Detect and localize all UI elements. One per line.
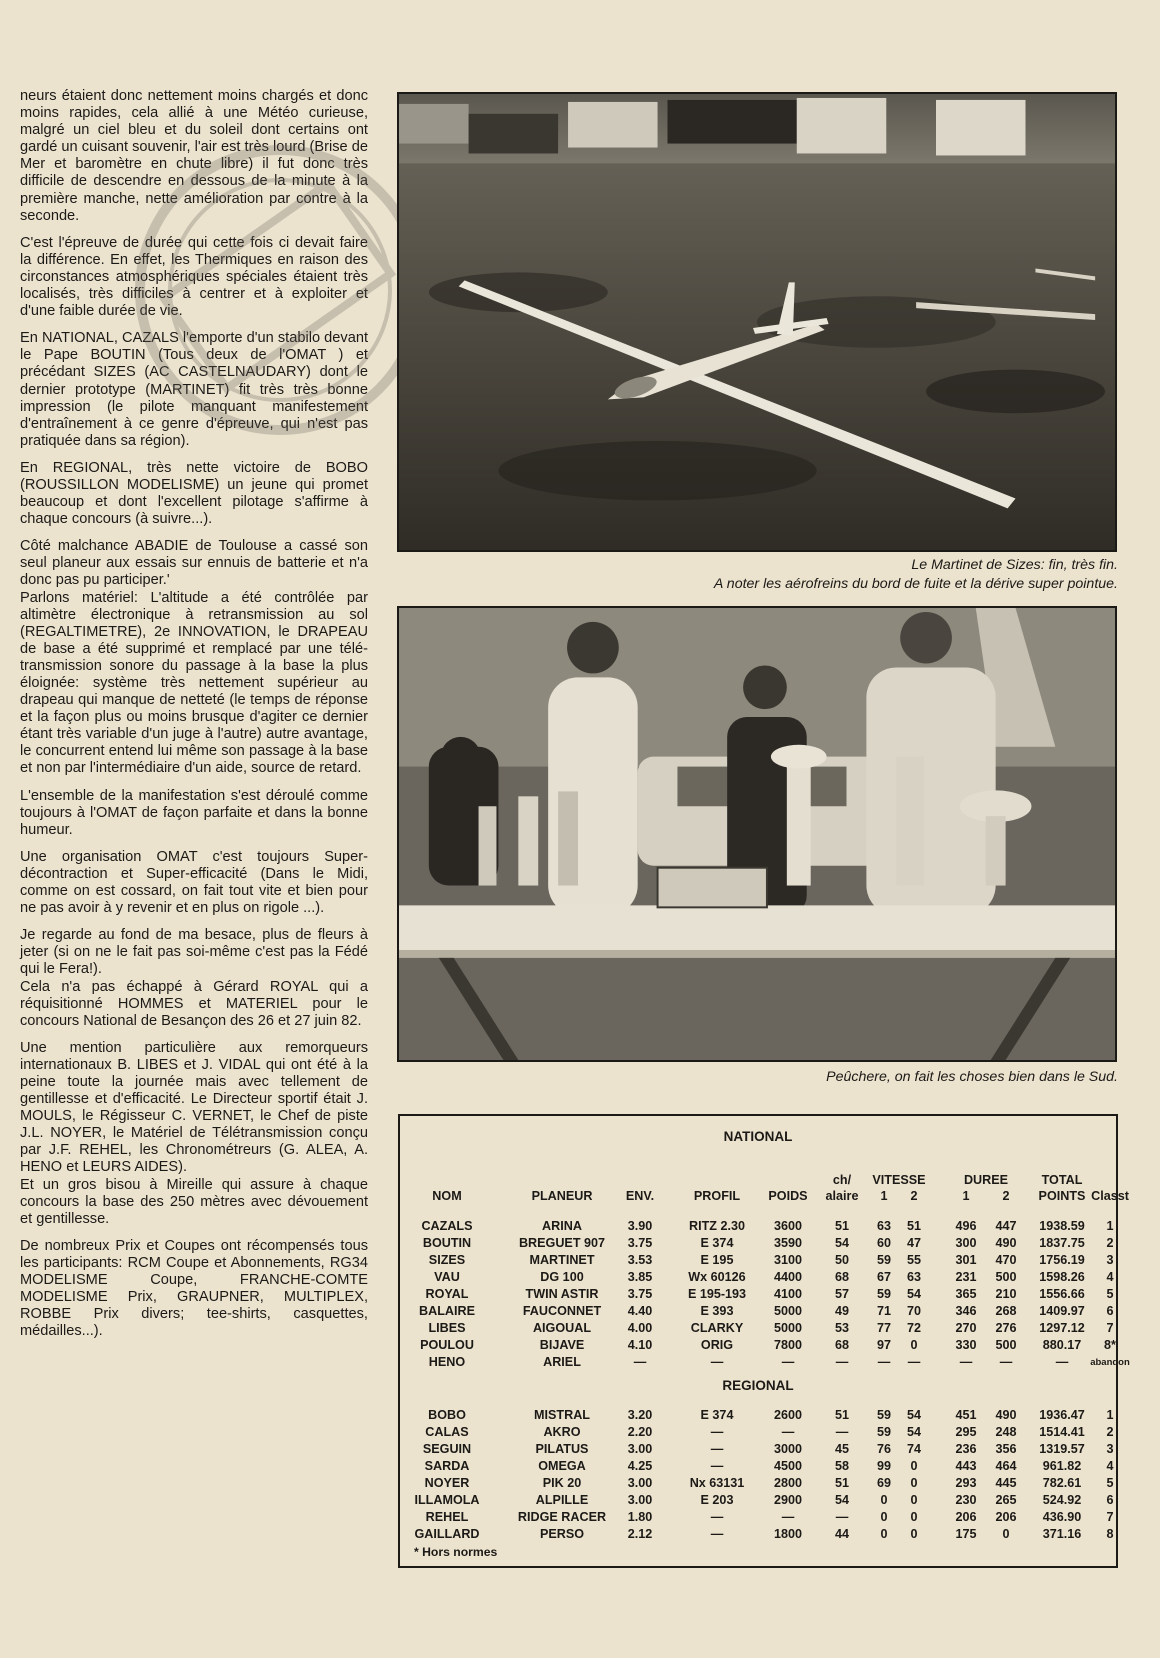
cell-v1: 76 <box>876 1442 891 1456</box>
header-poids: POIDS <box>768 1189 808 1203</box>
cell-classt: 6 <box>1106 1493 1114 1507</box>
cell-planeur: AKRO <box>543 1425 581 1439</box>
cell-v2: 0 <box>910 1476 918 1490</box>
cell-total: 1756.19 <box>1039 1253 1085 1267</box>
cell-poids: 5000 <box>773 1321 803 1335</box>
cell-d1: 496 <box>955 1219 977 1233</box>
cell-d2: 206 <box>995 1510 1017 1524</box>
cell-classt: 3 <box>1106 1442 1114 1456</box>
cell-v2: 0 <box>910 1527 918 1541</box>
cell-classt: abandon <box>1090 1357 1130 1368</box>
article-paragraph: C'est l'épreuve de durée qui cette fois ci devait faire la différence. En effet, les Thermiques en raison des circonstances atmosphériques spéciales étaient très localisés, très difficiles à centrer et à exploiter et d'une faible durée de vie. <box>20 234 368 320</box>
cell-poids: 3000 <box>773 1442 803 1456</box>
cell-ch: 44 <box>834 1527 849 1541</box>
cell-ch: 50 <box>834 1253 849 1267</box>
cell-env: 3.00 <box>627 1493 653 1507</box>
cell-planeur: BIJAVE <box>539 1338 585 1352</box>
cell-d1: 346 <box>955 1304 977 1318</box>
header-v1: 1 <box>880 1189 888 1203</box>
cell-d2: 268 <box>995 1304 1017 1318</box>
results-header <box>400 1150 1129 1206</box>
cell-classt: 6 <box>1106 1304 1114 1318</box>
cell-d2: 464 <box>995 1459 1017 1473</box>
cell-d2: 210 <box>995 1287 1017 1301</box>
article-paragraph: Une mention particulière aux remorqueurs internationaux B. LIBES et J. VIDAL qui ont été à la peine toute la journée mais avec tellement de gentillesse et d'efficacité. Le Directeur sportif était J. MOULS, le Régisseur C. VERNET, le Chef de piste J.L. NOYER, le Matériel de Télétransmission conçu par J.F. REHEL, les Chronométreurs (G. ALEA, A. HENO et LEURS AIDES). <box>20 1039 368 1176</box>
cell-d1: 231 <box>955 1270 977 1284</box>
cell-env: 3.75 <box>627 1236 653 1250</box>
header-vitesse: VITESSE <box>872 1173 926 1187</box>
cell-nom: BOBO <box>428 1408 466 1422</box>
cell-ch: 51 <box>834 1476 849 1490</box>
cell-nom: SIZES <box>428 1253 466 1267</box>
header-total: TOTAL <box>1041 1173 1083 1187</box>
cell-ch: — <box>835 1355 849 1369</box>
cell-d1: 365 <box>955 1287 977 1301</box>
cell-planeur: OMEGA <box>538 1459 586 1473</box>
cell-v2: 72 <box>906 1321 921 1335</box>
cell-total: 782.61 <box>1042 1476 1082 1490</box>
header-v2: 2 <box>910 1189 918 1203</box>
cell-planeur: DG 100 <box>540 1270 584 1284</box>
cell-v1: 60 <box>876 1236 891 1250</box>
cell-classt: 2 <box>1106 1236 1114 1250</box>
cell-profil: E 374 <box>700 1236 734 1250</box>
cell-v1: 59 <box>876 1287 891 1301</box>
footnote: * Hors normes <box>414 1545 498 1559</box>
table-row <box>400 1218 1116 1235</box>
cell-env: 3.20 <box>627 1408 653 1422</box>
cell-d2: 490 <box>995 1236 1017 1250</box>
cell-env: 2.20 <box>627 1425 653 1439</box>
cell-d1: 175 <box>955 1527 977 1541</box>
cell-total: 1556.66 <box>1039 1287 1085 1301</box>
cell-nom: BALAIRE <box>419 1304 475 1318</box>
cell-poids: 4400 <box>773 1270 803 1284</box>
cell-d2: 500 <box>995 1270 1017 1284</box>
cell-d1: 330 <box>955 1338 977 1352</box>
cell-v1: — <box>877 1355 891 1369</box>
cell-ch: 57 <box>834 1287 849 1301</box>
cell-nom: CALAS <box>425 1425 469 1439</box>
cell-d1: — <box>959 1355 973 1369</box>
article-text-column <box>20 88 368 1350</box>
cell-d1: 443 <box>955 1459 977 1473</box>
cell-v1: 0 <box>880 1493 888 1507</box>
cell-poids: 5000 <box>773 1304 803 1318</box>
cell-v1: 59 <box>876 1253 891 1267</box>
cell-d2: 276 <box>995 1321 1017 1335</box>
prize-table-photo <box>397 606 1117 1062</box>
cell-v2: 0 <box>910 1338 918 1352</box>
cell-planeur: MARTINET <box>529 1253 595 1267</box>
cell-d1: 300 <box>955 1236 977 1250</box>
cell-poids: 2800 <box>773 1476 803 1490</box>
cell-profil: — <box>710 1510 724 1524</box>
cell-planeur: PILATUS <box>535 1442 589 1456</box>
cell-poids: 4100 <box>773 1287 803 1301</box>
cell-v1: 0 <box>880 1527 888 1541</box>
cell-d2: 445 <box>995 1476 1017 1490</box>
cell-classt: 4 <box>1106 1270 1114 1284</box>
header-duree: DUREE <box>963 1173 1009 1187</box>
table-row <box>400 1492 1116 1509</box>
cell-ch: 49 <box>834 1304 849 1318</box>
article-paragraph: Cela n'a pas échappé à Gérard ROYAL qui a réquisitionné HOMMES et MATERIEL pour le concours National de Besançon des 26 et 27 juin 82. <box>20 978 368 1029</box>
cell-profil: CLARKY <box>690 1321 744 1335</box>
cell-poids: — <box>781 1510 795 1524</box>
cell-poids: — <box>781 1355 795 1369</box>
cell-planeur: FAUCONNET <box>522 1304 602 1318</box>
cell-v2: 0 <box>910 1493 918 1507</box>
header-points: POINTS <box>1038 1189 1086 1203</box>
cell-env: 4.25 <box>627 1459 653 1473</box>
cell-nom: HENO <box>428 1355 466 1369</box>
cell-profil: E 195 <box>700 1253 734 1267</box>
cell-poids: 3590 <box>773 1236 803 1250</box>
cell-nom: ROYAL <box>425 1287 469 1301</box>
cell-planeur: PERSO <box>539 1527 585 1541</box>
cell-profil: Nx 63131 <box>689 1476 745 1490</box>
header-planeur: PLANEUR <box>531 1189 593 1203</box>
national-title: NATIONAL <box>723 1129 793 1144</box>
cell-v2: 54 <box>906 1408 921 1422</box>
cell-v2: 51 <box>906 1219 921 1233</box>
cell-ch: 58 <box>834 1459 849 1473</box>
national-rows <box>400 1218 1130 1371</box>
table-row <box>400 1458 1116 1475</box>
cell-profil: Wx 60126 <box>688 1270 746 1284</box>
cell-ch: — <box>835 1510 849 1524</box>
cell-nom: LIBES <box>428 1321 466 1335</box>
cell-profil: RITZ 2.30 <box>689 1219 745 1233</box>
cell-d2: 356 <box>995 1442 1017 1456</box>
cell-planeur: AIGOUAL <box>532 1321 592 1335</box>
cell-planeur: RIDGE RACER <box>517 1510 607 1524</box>
header-d2: 2 <box>1002 1189 1010 1203</box>
prize-table-photo-image <box>399 608 1115 1060</box>
photo1-caption-line2: A noter les aérofreins du bord de fuite et la dérive super pointue. <box>713 576 1118 592</box>
cell-poids: — <box>781 1425 795 1439</box>
glider-photo-image <box>399 94 1115 550</box>
cell-classt: 7 <box>1106 1321 1114 1335</box>
header-d1: 1 <box>962 1189 970 1203</box>
cell-classt: 8* <box>1104 1338 1116 1352</box>
cell-d1: 270 <box>955 1321 977 1335</box>
cell-ch: 54 <box>834 1493 849 1507</box>
cell-profil: — <box>710 1442 724 1456</box>
cell-poids: 2600 <box>773 1408 803 1422</box>
cell-d1: 295 <box>955 1425 977 1439</box>
cell-v2: 74 <box>906 1442 921 1456</box>
cell-v2: 54 <box>906 1425 921 1439</box>
cell-planeur: TWIN ASTIR <box>525 1287 599 1301</box>
cell-total: — <box>1055 1355 1069 1369</box>
cell-total: 436.90 <box>1042 1510 1082 1524</box>
cell-classt: 7 <box>1106 1510 1114 1524</box>
header-classt: Classt <box>1091 1189 1129 1203</box>
cell-classt: 1 <box>1106 1408 1114 1422</box>
table-row <box>400 1320 1116 1337</box>
cell-total: 1598.26 <box>1039 1270 1085 1284</box>
cell-profil: — <box>710 1459 724 1473</box>
article-paragraph: Côté malchance ABADIE de Toulouse a cassé son seul planeur aux essais sur ennuis de batterie et n'a donc pas pu participer.' <box>20 538 368 589</box>
cell-planeur: ARIEL <box>543 1355 581 1369</box>
table-row <box>400 1509 1116 1526</box>
cell-v1: 69 <box>876 1476 891 1490</box>
article-paragraph: En REGIONAL, très nette victoire de BOBO (ROUSSILLON MODELISME) un jeune qui promet beaucoup et dont l'excellent pilotage s'affirme à chaque concours (à suivre...). <box>20 459 368 528</box>
cell-nom: POULOU <box>420 1338 474 1352</box>
cell-v2: 55 <box>906 1253 921 1267</box>
header-alaire: alaire <box>825 1189 859 1203</box>
cell-v2: 54 <box>906 1287 921 1301</box>
cell-profil: — <box>710 1355 724 1369</box>
cell-ch: 54 <box>834 1236 849 1250</box>
header-env: ENV. <box>625 1189 655 1203</box>
cell-env: 3.85 <box>627 1270 653 1284</box>
cell-d2: 265 <box>995 1493 1017 1507</box>
cell-total: 1297.12 <box>1039 1321 1085 1335</box>
cell-classt: 2 <box>1106 1425 1114 1439</box>
table-row <box>400 1252 1116 1269</box>
cell-ch: 68 <box>834 1338 849 1352</box>
cell-env: 2.12 <box>627 1527 653 1541</box>
article-paragraph: Je regarde au fond de ma besace, plus de fleurs à jeter (si on ne le fait pas soi-même c'est pas la Fédé qui le Fera!). <box>20 927 368 978</box>
cell-v2: — <box>907 1355 921 1369</box>
header-nom: NOM <box>432 1189 462 1203</box>
cell-profil: ORIG <box>700 1338 734 1352</box>
cell-ch: — <box>835 1425 849 1439</box>
cell-d2: 490 <box>995 1408 1017 1422</box>
cell-poids: 1800 <box>773 1527 803 1541</box>
photo2-caption: Peûchere, on fait les choses bien dans le Sud. <box>826 1069 1118 1085</box>
cell-v1: 77 <box>876 1321 891 1335</box>
cell-env: 3.75 <box>627 1287 653 1301</box>
cell-poids: 3600 <box>773 1219 803 1233</box>
cell-v1: 71 <box>876 1304 891 1318</box>
cell-classt: 5 <box>1106 1476 1114 1490</box>
cell-d2: 0 <box>1002 1527 1010 1541</box>
cell-env: 4.40 <box>627 1304 653 1318</box>
cell-profil: — <box>710 1527 724 1541</box>
cell-d2: — <box>999 1355 1013 1369</box>
cell-env: 4.00 <box>627 1321 653 1335</box>
cell-poids: 4500 <box>773 1459 803 1473</box>
cell-env: 3.53 <box>627 1253 653 1267</box>
article-paragraph: Parlons matériel: L'altitude a été contrôlée par altimètre électronique à retransmission au sol (REGALTIMETRE), 2e INNOVATION, le DRAPEAU de base a été supprimé et remplacé par une télé-transmission sonore du passage à la base la plus éloignée: système très nettement supérieur au drapeau qui manque de netteté (le temps de réponse et la façon plus ou moins brusque d'agiter ce dernier étant très variable d'un juge à l'autre) autre avantage, le concurrent entend lui même son passage à la base et non par l'intermédiaire d'un aide, source de retard. <box>20 589 368 777</box>
cell-poids: 2900 <box>773 1493 803 1507</box>
cell-total: 880.17 <box>1042 1338 1082 1352</box>
cell-v1: 63 <box>876 1219 891 1233</box>
cell-env: 1.80 <box>627 1510 653 1524</box>
cell-poids: 3100 <box>773 1253 803 1267</box>
cell-planeur: ARINA <box>542 1219 582 1233</box>
cell-v2: 63 <box>906 1270 921 1284</box>
cell-total: 524.92 <box>1042 1493 1082 1507</box>
cell-total: 961.82 <box>1042 1459 1082 1473</box>
results-table <box>398 1114 1130 1568</box>
cell-profil: E 393 <box>700 1304 734 1318</box>
table-row <box>400 1526 1116 1543</box>
article-paragraph: L'ensemble de la manifestation s'est déroulé comme toujours à l'OMAT de façon parfaite et dans la bonne humeur. <box>20 787 368 838</box>
cell-classt: 5 <box>1106 1287 1114 1301</box>
table-row <box>400 1441 1116 1458</box>
cell-total: 1936.47 <box>1039 1408 1085 1422</box>
cell-env: 3.00 <box>627 1476 653 1490</box>
article-paragraph: En NATIONAL, CAZALS l'emporte d'un stabilo devant le Pape BOUTIN (Tous deux de l'OMAT ) et précédant SIZES (AC CASTELNAUDARY) dont le dernier prototype (MARTINET) fit très très bonne impression (le pilote manquant manifestement d'entraînement à ce genre d'épreuve, qui n'est pas pratiquée dans sa région). <box>20 330 368 449</box>
cell-nom: REHEL <box>425 1510 469 1524</box>
cell-v1: 99 <box>876 1459 891 1473</box>
cell-planeur: PIK 20 <box>542 1476 582 1490</box>
header-profil: PROFIL <box>693 1189 741 1203</box>
cell-nom: SEGUIN <box>422 1442 472 1456</box>
cell-nom: CAZALS <box>421 1219 473 1233</box>
table-row <box>400 1303 1116 1320</box>
table-row <box>400 1424 1116 1441</box>
article-paragraph: Et un gros bisou à Mireille qui assure à chaque concours la base des 250 mètres avec dévouement et gentillesse. <box>20 1176 368 1227</box>
table-row <box>400 1269 1116 1286</box>
regional-rows <box>400 1407 1116 1543</box>
cell-v2: 47 <box>906 1236 921 1250</box>
cell-classt: 4 <box>1106 1459 1114 1473</box>
cell-planeur: ALPILLE <box>535 1493 589 1507</box>
cell-d1: 301 <box>955 1253 977 1267</box>
cell-d1: 230 <box>955 1493 977 1507</box>
cell-d1: 451 <box>955 1408 977 1422</box>
cell-v2: 0 <box>910 1510 918 1524</box>
cell-poids: 7800 <box>773 1338 803 1352</box>
cell-v1: 59 <box>876 1408 891 1422</box>
photo1-caption <box>714 556 1118 594</box>
header-ch: ch/ <box>832 1173 852 1187</box>
cell-ch: 51 <box>834 1408 849 1422</box>
cell-v2: 0 <box>910 1459 918 1473</box>
cell-d2: 470 <box>995 1253 1017 1267</box>
cell-d1: 236 <box>955 1442 977 1456</box>
cell-classt: 3 <box>1106 1253 1114 1267</box>
cell-ch: 51 <box>834 1219 849 1233</box>
cell-profil: E 203 <box>700 1493 734 1507</box>
table-row <box>400 1407 1116 1424</box>
cell-total: 1319.57 <box>1039 1442 1085 1456</box>
cell-profil: E 195-193 <box>687 1287 747 1301</box>
cell-profil: E 374 <box>700 1408 734 1422</box>
cell-ch: 45 <box>834 1442 849 1456</box>
cell-d2: 248 <box>995 1425 1017 1439</box>
cell-d1: 293 <box>955 1476 977 1490</box>
cell-v1: 97 <box>876 1338 891 1352</box>
cell-nom: GAILLARD <box>414 1527 480 1541</box>
table-row <box>400 1337 1116 1354</box>
cell-total: 1514.41 <box>1039 1425 1085 1439</box>
photo1-caption-line1: Le Martinet de Sizes: fin, très fin. <box>911 557 1118 573</box>
cell-v2: 70 <box>906 1304 921 1318</box>
article-paragraph: neurs étaient donc nettement moins chargés et donc moins rapides, cela allié à une Météo curieuse, malgré un ciel bleu et du soleil dont certains ont gardé un cuisant souvenir, l'air est très lourd (Brise de Mer et baromètre en chute libre) il fut donc très difficile de descendre en dessous de la minute à la première manche, nette amélioration par contre à la seconde. <box>20 88 368 224</box>
cell-env: 3.00 <box>627 1442 653 1456</box>
table-row <box>400 1235 1116 1252</box>
cell-planeur: BREGUET 907 <box>518 1236 606 1250</box>
cell-d1: 206 <box>955 1510 977 1524</box>
article-paragraph: De nombreux Prix et Coupes ont récompensés tous les participants: RCM Coupe et Abonnements, RG34 MODELISME Coupe, FRANCHE-COMTE MODELISME Prix, GRAUPNER, MULTIPLEX, ROBBE Prix divers; tee-shirts, casquettes, médailles...). <box>20 1237 368 1340</box>
cell-v1: 0 <box>880 1510 888 1524</box>
cell-nom: ILLAMOLA <box>414 1493 480 1507</box>
cell-env: 3.90 <box>627 1219 653 1233</box>
cell-ch: 53 <box>834 1321 849 1335</box>
cell-v1: 59 <box>876 1425 891 1439</box>
table-row <box>400 1475 1116 1492</box>
cell-d2: 500 <box>995 1338 1017 1352</box>
glider-photo <box>397 92 1117 552</box>
cell-nom: NOYER <box>424 1476 470 1490</box>
cell-nom: BOUTIN <box>422 1236 472 1250</box>
cell-v1: 67 <box>876 1270 891 1284</box>
cell-ch: 68 <box>834 1270 849 1284</box>
cell-total: 1938.59 <box>1039 1219 1085 1233</box>
cell-total: 1409.97 <box>1039 1304 1085 1318</box>
cell-nom: VAU <box>434 1270 460 1284</box>
cell-profil: — <box>710 1425 724 1439</box>
table-row <box>400 1354 1130 1371</box>
article-paragraph: Une organisation OMAT c'est toujours Super-décontraction et Super-efficacité (Dans le Midi, comme on est cossard, on fait tout vite et bien pour ne pas avoir à y revenir et en plus on rigole ...). <box>20 848 368 917</box>
cell-planeur: MISTRAL <box>534 1408 590 1422</box>
cell-classt: 1 <box>1106 1219 1114 1233</box>
cell-env: 4.10 <box>627 1338 653 1352</box>
cell-classt: 8 <box>1106 1527 1114 1541</box>
cell-total: 1837.75 <box>1039 1236 1085 1250</box>
cell-d2: 447 <box>995 1219 1017 1233</box>
cell-nom: SARDA <box>424 1459 470 1473</box>
cell-env: — <box>633 1355 647 1369</box>
cell-total: 371.16 <box>1042 1527 1082 1541</box>
regional-title: REGIONAL <box>722 1378 794 1393</box>
table-row <box>400 1286 1116 1303</box>
